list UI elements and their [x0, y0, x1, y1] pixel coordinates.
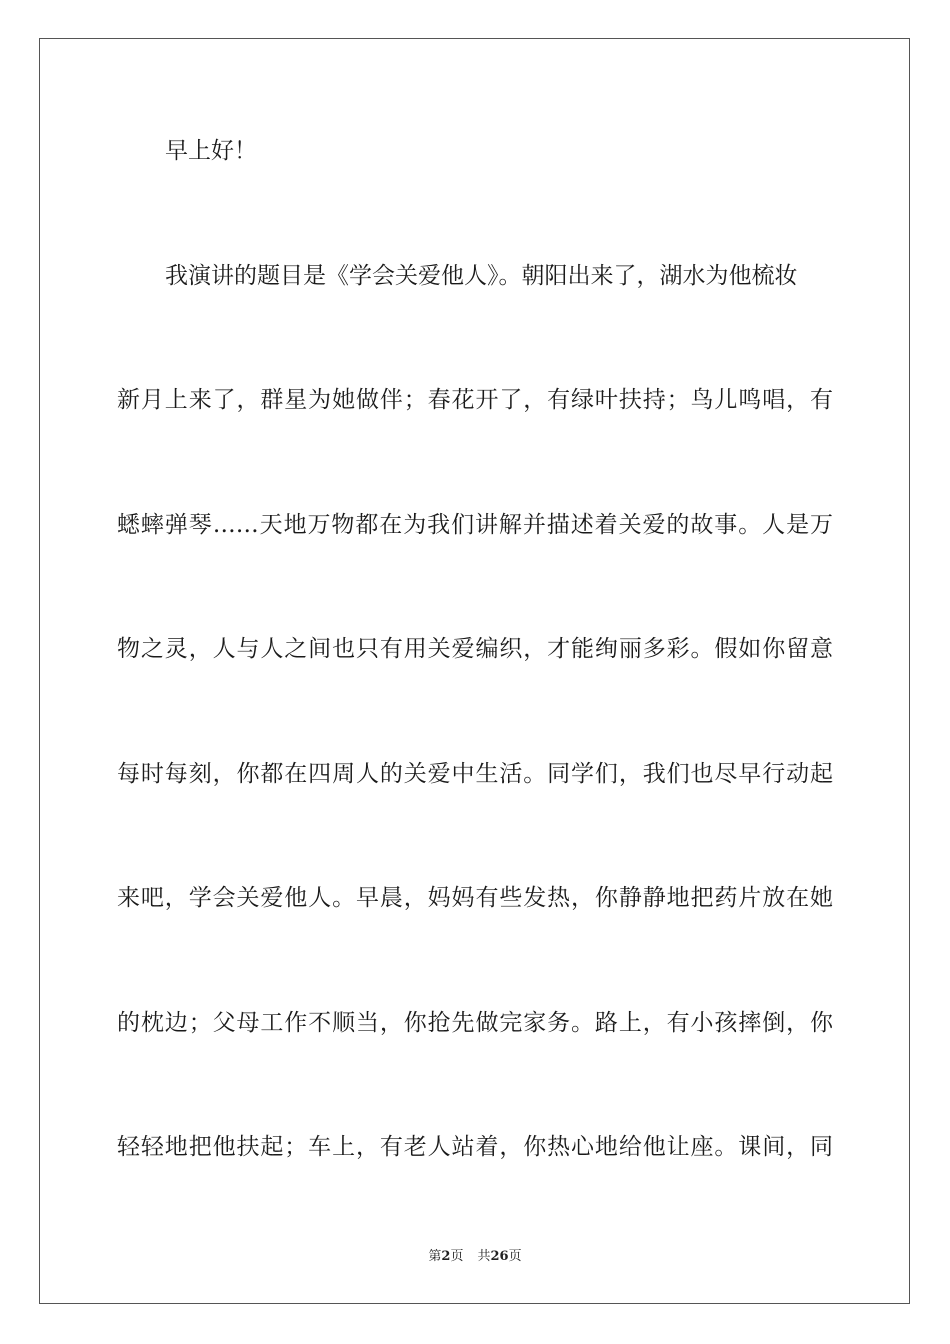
- paragraph-line: 来吧，学会关爱他人。早晨，妈妈有些发热，你静静地把药片放在她: [117, 885, 833, 911]
- paragraph-line: 物之灵，人与人之间也只有用关爱编织，才能绚丽多彩。假如你留意: [117, 636, 833, 662]
- paragraph-line: 蟋蟀弹琴……天地万物都在为我们讲解并描述着关爱的故事。人是万: [117, 512, 833, 538]
- paragraph-line: 我演讲的题目是《学会关爱他人》。朝阳出来了，湖水为他梳妆: [165, 263, 798, 289]
- paragraph-line: 每时每刻，你都在四周人的关爱中生活。同学们，我们也尽早行动起: [117, 761, 833, 787]
- total-prefix: 共: [477, 1249, 491, 1264]
- total-suffix: 页: [508, 1249, 522, 1264]
- page-frame: [39, 38, 910, 1304]
- paragraph-line: 轻轻地把他扶起；车上，有老人站着，你热心地给他让座。课间，同: [117, 1134, 833, 1160]
- page-number: 2: [441, 1249, 451, 1264]
- page-footer: [0, 1248, 950, 1266]
- greeting-line: 早上好！: [165, 138, 257, 164]
- page-suffix: 页: [450, 1249, 464, 1264]
- page-prefix: 第: [428, 1249, 442, 1264]
- total-pages: 26: [490, 1249, 509, 1264]
- paragraph-line: 的枕边；父母工作不顺当，你抢先做完家务。路上，有小孩摔倒，你: [117, 1010, 833, 1036]
- paragraph-line: 新月上来了，群星为她做伴；春花开了，有绿叶扶持；鸟儿鸣唱，有: [117, 387, 833, 413]
